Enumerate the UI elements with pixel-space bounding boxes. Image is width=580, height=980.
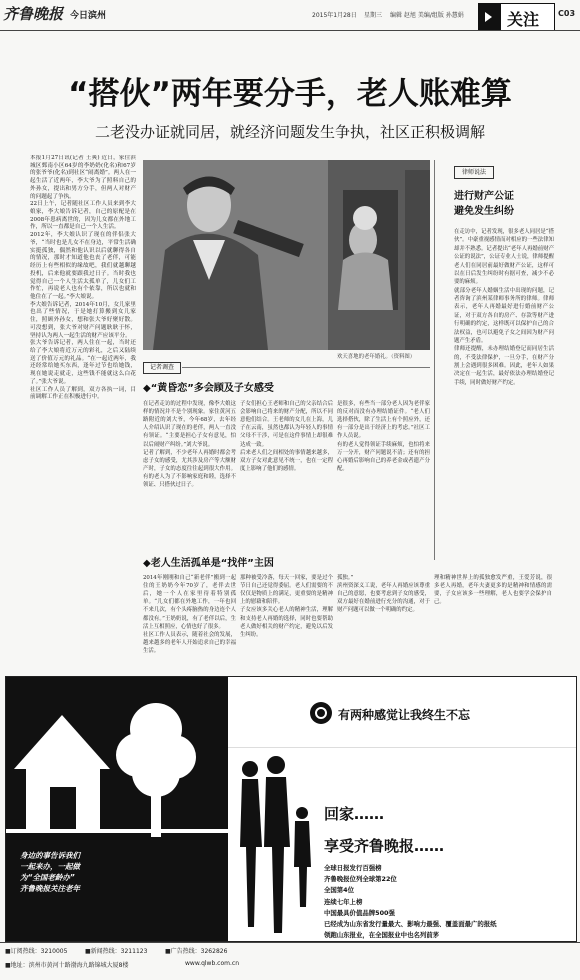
- footer-rule: [0, 942, 580, 943]
- section-tab: [478, 3, 555, 31]
- ad-feature-list: [324, 863, 569, 941]
- article-column-2: 在记者走访的过程中发现，像李大娘这样的情况并不是个别现象。家住黄河五路附近的刘大爷，今年68岁，去年经人介绍认识了现在的老伴，两人一直没有领证。“主要是担心子女有意见，怕以后闹财产纠纷。”刘大爷说。 记者了解到，不少老年人再婚时都会考虑子女的感受，尤其涉及房产等大额财产时，子女的态度往往起到很大作用。有的老人为了不影响家庭和睦，选择不领证、只搭伙过日子。: [143, 401, 236, 489]
- ad-house-tree-illustration: [6, 677, 228, 941]
- article-subheadline: 二老没办证就同居，就经济问题发生争执，社区正积极调解: [94, 123, 485, 141]
- article-column-3: 子女们担心王老师和自己的父亲结合后会影响自己将来的财产分配，所以不同意他们结合。王老师的女儿在上海，儿子在云南，虽然也都认为年轻人的事情父母不干涉，可是在这件事情上却很难达成一致。 后来老人们之间相处的事情越来越多，双方子女对此意见不统一，也在一定程度上影响了他们的感情。: [240, 401, 333, 472]
- sidebar-text: 在走访中，记者发现，很多老人同居是“搭伙”。中豪重视感情而对相应的一些法律知却并不熟悉。记者提出“老年人再婚前财产公证的说法”，公证专业人士说，律师提醒老人们在同居前最好做财产公证，这样可以在日后发生纠纷时有据可查，减少不必要的麻烦。 就部分老年人婚姻生活中出现的问题，记者咨询了滨州某律师事务所的律师。律师表示，老年人再婚最好进行婚前财产公证，对于双方各自的房产、存款等财产进行明确的约定，这样既可以保护自己的合法权益，也可以避免子女之间因为财产问题产生矛盾。 律师还提醒，未办理结婚登记而同居生活的，不受法律保护，一旦分手，在财产分割上会遇到很多困难。因此，老年人如果决定在一起生活，最好依法办理结婚登记手续，同时做好财产约定。: [454, 229, 554, 386]
- ad-slogan-home: 回家……: [324, 805, 385, 823]
- ad-left-message: 身边的事告诉我们 一起来办，一起做 为“全国老龄办” 齐鲁晚报关注老年: [20, 851, 80, 893]
- newspaper-logo-icon: [310, 702, 332, 724]
- footer-address: ■地址：滨州市黄河十路渤海九路锦城大厦8楼: [5, 962, 129, 969]
- section-chevron-icon: [485, 12, 492, 22]
- reporter-tag-rule: [182, 367, 430, 368]
- newspaper-logo-icon-inner: [315, 707, 327, 719]
- sidebar-tag: 律师说法: [454, 166, 494, 179]
- footer-ad-hotline: ■广告热线：3262826: [165, 948, 228, 955]
- ad-feature: 已经成为山东省发行量最大、影响力最强、覆盖面最广的报纸: [324, 920, 497, 929]
- masthead-logo: 齐鲁晚报: [3, 5, 64, 23]
- page-number: C03: [558, 9, 576, 18]
- advertisement: [5, 676, 577, 942]
- ad-family-silhouette: [228, 747, 318, 941]
- article-column-8: 理和精神世界上的孤独愈发严重，王爱芳说，很多老人再婚，老年夫妻更多的是精神和情感的需要，子女应该多一些理解，老人也要学会保护自己。: [434, 575, 552, 606]
- article-column-5: 2014年刚刚和自己“新老伴”搬到一起住的王奶奶今年70岁了，老伴去世后，她一个人在家里待着特别孤单。“儿女们都在外地工作，一年也回不来几次，有个头疼脑热的身边连个人都没有。”王奶奶说，有了老伴以后，生活上互相照应，心情也好了很多。 社区工作人员表示，随着社会的发展，越来越多的老年人开始追求自己的幸福生活。: [143, 575, 236, 654]
- ad-feature: 全国第4位: [324, 886, 355, 895]
- issue-date: 2015年1月28日: [312, 12, 357, 19]
- header-rule: [0, 30, 580, 31]
- ad-logo-banner: [228, 677, 576, 748]
- footer-website: www.qlwb.com.cn: [185, 960, 239, 967]
- subhead-loneliness: ◆老人生活孤单是“找伴”主因: [143, 558, 274, 569]
- ad-feature: 齐鲁晚报位列全球第22位: [324, 875, 397, 884]
- ad-logo-slogan: 有两种感觉让我终生不忘: [338, 708, 471, 722]
- ad-slogan-enjoy: 享受齐鲁晚报……: [324, 837, 445, 855]
- ad-feature: 领跑山东报业，在全国报业中也名列前茅: [324, 931, 440, 940]
- subhead-dusk-love: ◆“黄昏恋”多会顾及子女感受: [143, 383, 274, 394]
- footer-info: [5, 946, 575, 976]
- photo-caption: 欢天喜地的老年婚礼。（资料图）: [337, 354, 416, 360]
- footer-subscribe-hotline: ■订阅热线：3210005: [5, 948, 68, 955]
- ad-feature: 连续七年上榜: [324, 897, 363, 906]
- issue-weekday: 星期三: [364, 12, 383, 19]
- article-column-1: 本报1月27日讯(记者 王爽) 近日，家住滨城区鄄南小区64岁的李奶奶(化名)和67岁的张爷爷(化名)到社区“闹离婚”。两人在一起生活了近两年，李大爷为了照料自己的外孙女，提出和男方分手，但两人对财产的问题起了争执。 22日上午，记者随社区工作人员来到李大娘家，李大娘告诉记者，自己的原配是在2008年患病离世的，因为儿女都在外地工作，所以一直都是自己一个人生活。 2012年，李大娘认识了现在的伴侣张大爷，“当时也是儿女不在身边，平常生活确实挺孤独，偶然和他认识以后就聊得各自的情况，那时才知道他也丧了老伴，可能经历上有些相似的缘故吧，我们就越聊越投机，后来他就要跟我过日子。当时我也觉得自己一个人生活太孤单了，儿女们工作忙，再说老人也有个依靠，所以也就和他住在了一起。”李大娘说。 李大娘告诉记者，2014年10月，女儿家里也出了些情况，于是她打算搬到女儿家住，照顾外孙女，想和张大爷好聚好散。可没想到，张大爷对财产问题耿耿于怀，坚持认为两人一起生活的财产应该平分。 张大爷告诉记者，两人住在一起，当时还给了李大娘将近万元的彩礼，之后又陆续送了价值万元的礼品。“在一起近两年，我还经常给她买东西，逢年过节也给她钱，现在她说走就走，这些钱不能就这么白花了。”张大爷说。 社区工作人员了解到，双方各执一词，目前调解工作正在积极进行中。: [30, 155, 136, 401]
- article-headline: “搭伙”两年要分手，老人账难算: [68, 76, 512, 112]
- edition-name: 今日滨州: [70, 11, 107, 21]
- editor-credits: 编辑 赵旭 美编/组版 孙慧娟: [390, 12, 464, 19]
- reporter-tag: 记者调查: [143, 362, 181, 374]
- ad-left-panel: [6, 677, 228, 941]
- ad-feature: 全球日报发行百强榜: [324, 864, 382, 872]
- article-column-6: 那种被受冷落，每天一回家，要是过个节日自己还觉得委屈。老人们需要的不仅仅是物质上的满足，更重要的是精神上的慰藉和陪伴。 子女应该多关心老人的精神生活，理解和支持老人再婚的选择，同时也要帮助老人做好相关的财产约定，避免以后发生纠纷。: [240, 575, 333, 638]
- sidebar-headline: 进行财产公证 避免发生纠纷: [454, 191, 514, 217]
- ad-feature: 中国最具价值品牌500强: [324, 908, 395, 917]
- photo-scene: [143, 160, 430, 350]
- sidebar-divider: [434, 160, 435, 560]
- footer-news-hotline: ■新闻热线：3211123: [85, 948, 148, 955]
- section-title: 关注: [507, 10, 540, 29]
- article-column-7: 孤独。” 滨州资深义工说，老年人再婚应该尊重自己的意愿，也要考虑到子女的感受，双方最好在婚前进行充分的沟通，对于财产问题可以做一个明确的约定。: [337, 575, 430, 614]
- article-column-4: 是很多，有些当一部分老人因为老伴家的反对而没有办理结婚证件。“老人们选择搭伙，除了生活上有个照应外，还有一部分是出于经济上的考虑。”社区工作人员说。 有的老人觉得领证手续麻烦，也怕将来万一分开，财产问题说不清；还有的担心再婚后影响自己的养老金或者遗产分配。: [337, 401, 430, 472]
- wedding-photo: [143, 160, 430, 350]
